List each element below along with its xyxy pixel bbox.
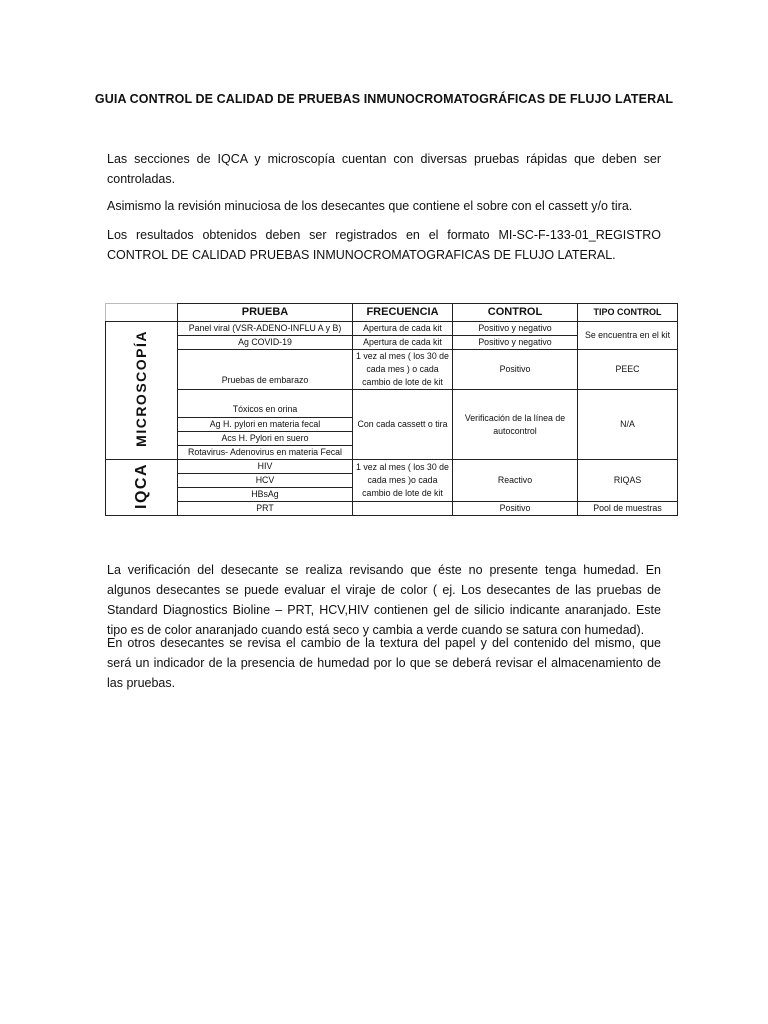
closing-paragraph-1: La verificación del desecante se realiza revisando que éste no presente tenga humedad. En algunos desecantes se puede evaluar el viraje de color ( ej. Los desecantes de las pruebas de Standard Diagnostics Bioline – PRT, HCV,HIV contienen gel de silicio indicante anaranjado. Este tipo es de color anaranjado cuando está seco y cambia a verde cuando se satura con humedad). (107, 563, 661, 637)
table-header-row (106, 304, 678, 322)
closing-paragraph-2: En otros desecantes se revisa el cambio de la textura del papel y del contenido del mismo, que será un indicador de la presencia de humedad por lo que se deberá revisar el almacenamiento de las pruebas. (107, 636, 661, 690)
cell-hbsag: HBsAg (178, 488, 353, 502)
cell-hiv: HIV (178, 460, 353, 474)
cell-ag-pylori: Ag H. pylori en materia fecal (178, 418, 353, 432)
cell-ctrl-positivo: Positivo (453, 350, 578, 390)
cell-freq-iqca-mensual: 1 vez al mes ( los 30 de cada mes )o cada cambio de lote de kit (353, 460, 453, 502)
table-row (106, 322, 678, 336)
cell-tipo-pool: Pool de muestras (578, 502, 678, 516)
cell-ctrl-prt-positivo: Positivo (453, 502, 578, 516)
intro-paragraph-3: Los resultados obtenidos deben ser registrados en el formato MI-SC-F-133-01_REGISTRO CONTROL DE CALIDAD PRUEBAS INMUNOCROMATOGRAFICAS DE FLUJO LATERAL. (107, 228, 661, 262)
section-label-iqca: IQCA (133, 462, 150, 509)
cell-rotavirus: Rotavirus- Adenovirus en materia Fecal (178, 446, 353, 460)
cell-freq-mensual: 1 vez al mes ( los 30 de cada mes ) o cada cambio de lote de kit (353, 350, 453, 390)
cell-panel-viral: Panel viral (VSR-ADENO-INFLU A y B) (178, 322, 353, 336)
header-prueba: PRUEBA (178, 304, 353, 322)
cell-prt: PRT (178, 502, 353, 516)
cell-embarazo: Pruebas de embarazo (178, 350, 353, 390)
section-microscopia (106, 322, 178, 460)
cell-freq-cassette: Con cada cassett o tira (353, 390, 453, 460)
cell-ctrl-reactivo: Reactivo (453, 460, 578, 502)
section-iqca (106, 460, 178, 516)
empty-corner-cell (106, 304, 178, 322)
cell-ctrl-linea: Verificación de la línea de autocontrol (453, 390, 578, 460)
cell-tipo-riqas: RIQAS (578, 460, 678, 502)
header-control: CONTROL (453, 304, 578, 322)
table-row (106, 390, 678, 418)
table-row (106, 502, 678, 516)
intro-paragraph-1: Las secciones de IQCA y microscopía cuentan con diversas pruebas rápidas que deben ser controladas. (107, 152, 661, 186)
header-tipo-control: TIPO CONTROL (578, 304, 678, 322)
intro-paragraph-2: Asimismo la revisión minuciosa de los desecantes que contiene el sobre con el cassett y/o tira. (107, 199, 633, 213)
cell-hcv: HCV (178, 474, 353, 488)
table-row (106, 350, 678, 390)
cell-ctrl-posneg-2: Positivo y negativo (453, 336, 578, 350)
quality-control-table (105, 303, 678, 516)
document-title: GUIA CONTROL DE CALIDAD DE PRUEBAS INMUNOCROMATOGRÁFICAS DE FLUJO LATERAL (94, 92, 674, 106)
cell-freq-apertura-2: Apertura de cada kit (353, 336, 453, 350)
cell-toxicos: Tóxicos en orina (178, 390, 353, 418)
cell-tipo-kit: Se encuentra en el kit (578, 322, 678, 350)
table-row (106, 460, 678, 474)
cell-tipo-peec: PEEC (578, 350, 678, 390)
cell-acs-pylori: Acs H. Pylori en suero (178, 432, 353, 446)
cell-ctrl-posneg-1: Positivo y negativo (453, 322, 578, 336)
header-frecuencia: FRECUENCIA (353, 304, 453, 322)
cell-tipo-na: N/A (578, 390, 678, 460)
section-label-microscopia: MICROSCOPÍA (133, 330, 149, 447)
cell-freq-apertura-1: Apertura de cada kit (353, 322, 453, 336)
cell-ag-covid: Ag COVID-19 (178, 336, 353, 350)
cell-freq-prt-empty (353, 502, 453, 516)
